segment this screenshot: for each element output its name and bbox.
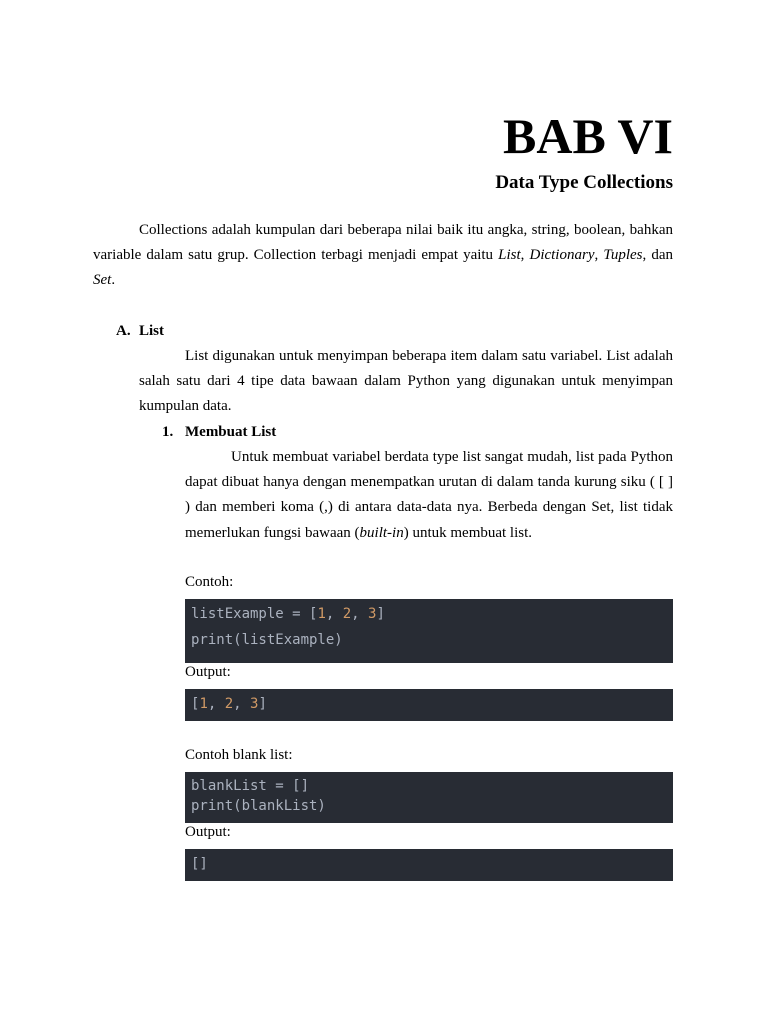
intro-paragraph: Collections adalah kumpulan dari beberapa nilai baik itu angka, string, boolean, bahkan variable dalam satu grup. Collection terbagi menjadi empat yaitu List, Dictionary, Tuples, dan Set. (93, 222, 673, 289)
code-block-example (185, 599, 673, 663)
output-label: Output: (185, 824, 231, 840)
code-block-blank-example (185, 772, 673, 823)
term-tuples: Tuples (603, 247, 643, 264)
code-line: print(listExample) (191, 632, 343, 648)
code-block-blank-output (185, 849, 673, 881)
term-list: List (498, 247, 521, 264)
term-dictionary: Dictionary (529, 247, 595, 264)
chapter-subtitle: Data Type Collections (495, 172, 673, 193)
section-a-title: List (139, 323, 165, 339)
contoh-blank-label: Contoh blank list: (185, 747, 293, 763)
code-line: listExample = [1, 2, 3] (191, 606, 385, 622)
contoh-label: Contoh: (185, 574, 234, 590)
term-built-in: built-in (359, 524, 404, 541)
code-line: blankList = [] (191, 778, 310, 794)
section-a-paragraph: List digunakan untuk menyimpan beberapa item dalam satu variabel. List adalah salah satu dari 4 tipe data bawaan dalam Python yang digunakan untuk menyimpan kumpulan data. (139, 348, 673, 415)
term-set: Set (93, 272, 112, 289)
code-line: [] (191, 856, 208, 872)
section-a-heading (116, 320, 164, 342)
subsection-1-heading (162, 421, 276, 443)
code-line: print(blankList) (191, 798, 326, 814)
subsection-1-title: Membuat List (185, 424, 277, 440)
subsection-1-paragraph: Untuk membuat variabel berdata type list sangat mudah, list pada Python dapat dibuat hanya dengan menempatkan urutan di dalam tanda kurung siku ( [ ] ) dan memberi koma (,) di antara data-data nya. Berbeda dengan Set, list tidak memerlukan fungsi bawaan (built-in) untuk membuat list. (185, 449, 673, 541)
subsection-1-number: 1. (162, 424, 174, 440)
output-label: Output: (185, 664, 231, 680)
section-a-number: A. (116, 323, 131, 339)
code-block-output (185, 689, 673, 721)
chapter-title: BAB VI (503, 108, 673, 164)
code-line: [1, 2, 3] (191, 696, 267, 712)
